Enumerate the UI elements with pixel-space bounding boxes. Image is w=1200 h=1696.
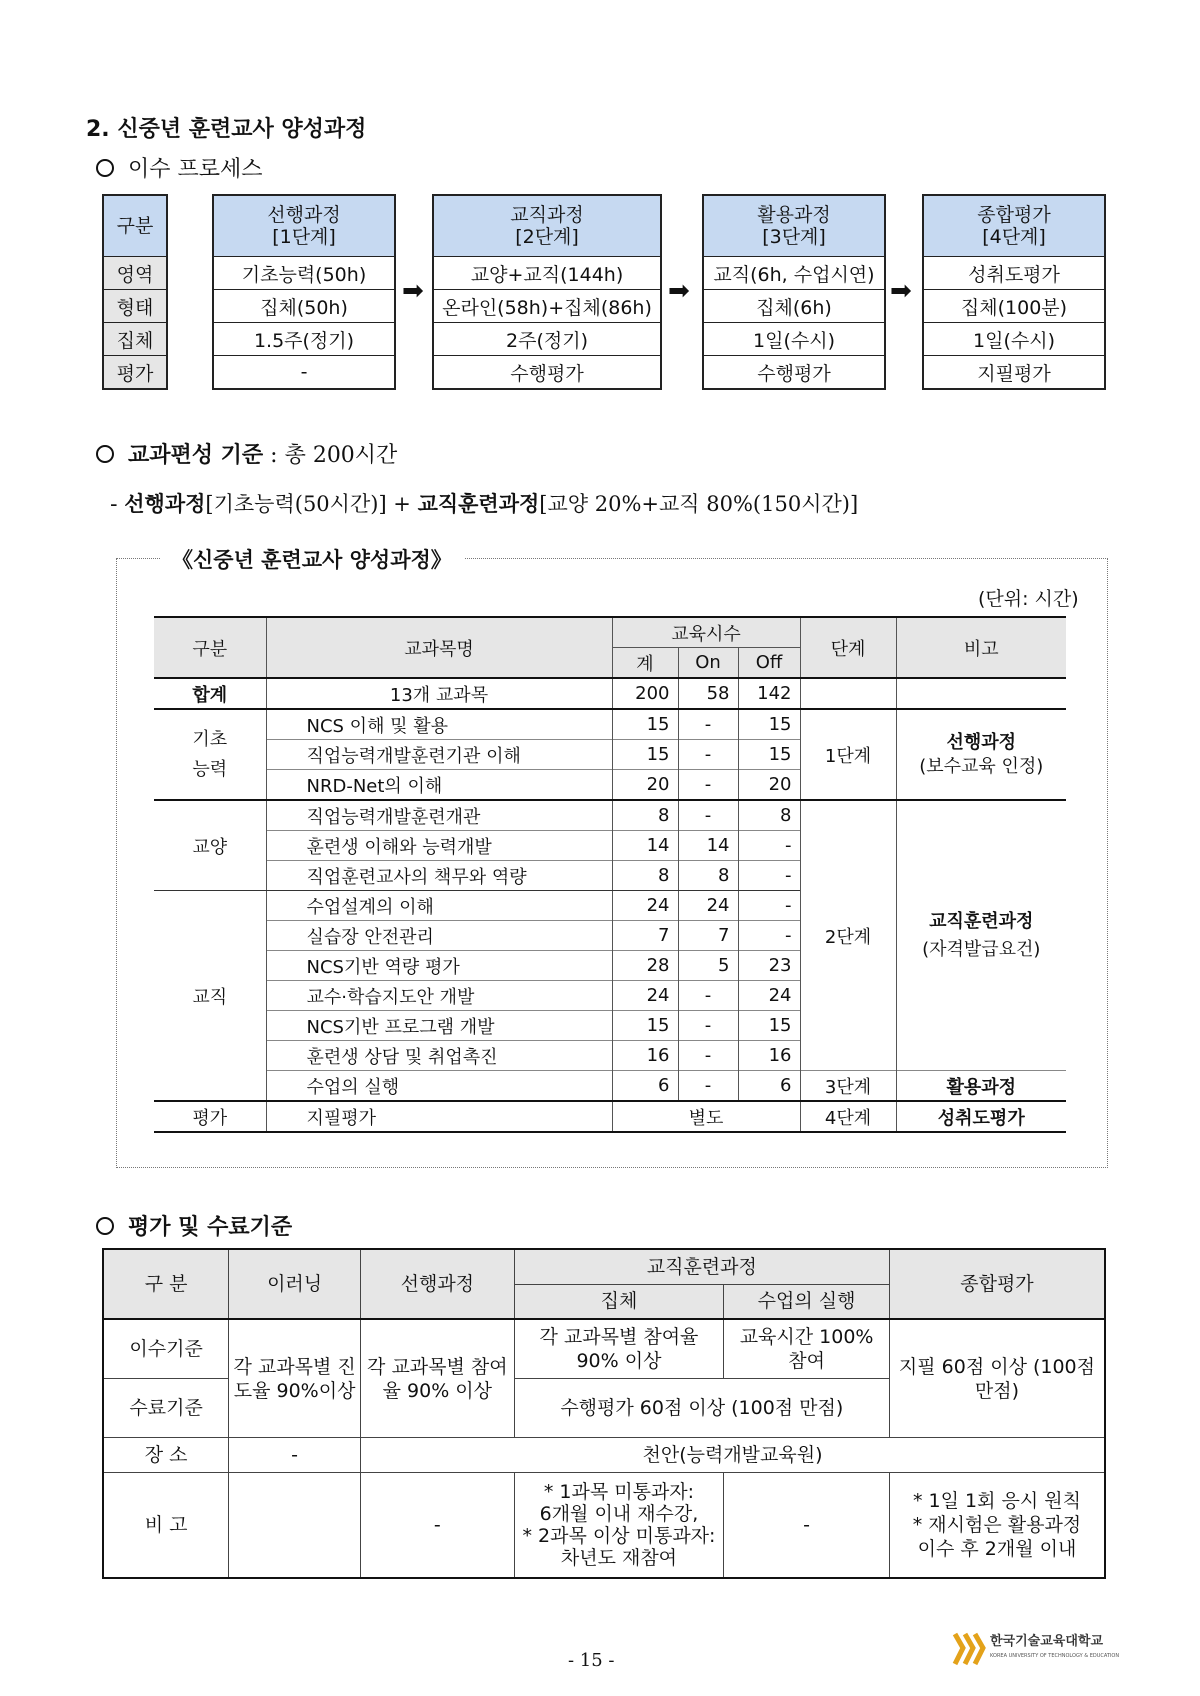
stage-2-group: 2주(정기) xyxy=(433,323,661,356)
note-elearning xyxy=(229,1473,361,1579)
curriculum-line xyxy=(110,488,858,518)
university-logo xyxy=(952,1630,1119,1668)
r-finish: 수료기준 xyxy=(103,1379,229,1438)
col-note: 비고 xyxy=(896,617,1066,678)
curriculum-heading-rest: : 총 200시간 xyxy=(263,443,398,468)
col-total: 계 xyxy=(612,648,678,679)
stage-3-eval: 수행평가 xyxy=(703,356,885,390)
process-heading xyxy=(96,152,263,183)
note-group: * 1과목 미통과자: 6개월 이내 재수강, * 2과목 이상 미통과자: 차년도 재참여 xyxy=(514,1473,724,1579)
table-row: 실습장 안전관리 7 7 - xyxy=(154,921,1066,951)
place-elearning: - xyxy=(229,1438,361,1473)
label-form: 형태 xyxy=(103,290,167,323)
stage-4-eval: 지필평가 xyxy=(923,356,1105,390)
stage-1-head: 선행과정 [1단계] xyxy=(213,195,395,257)
curriculum-heading xyxy=(96,438,397,469)
process-heading-text: 이수 프로세스 xyxy=(128,157,263,182)
eval-row: 평가 지필평가 별도 4단계 성취도평가 xyxy=(154,1101,1066,1132)
h-teach-course: 교직훈련과정 xyxy=(514,1249,889,1284)
h-group: 집체 xyxy=(514,1284,724,1319)
stage-3-form: 집체(6h) xyxy=(703,290,885,323)
logo-kr: 한국기술교육대학교 xyxy=(990,1634,1104,1649)
table-row: 훈련생 이해와 능력개발 14 14 - xyxy=(154,831,1066,861)
table-row: 직업능력개발훈련기관 이해 15 - 15 xyxy=(154,740,1066,770)
stage-3-head: 활용과정 [3단계] xyxy=(703,195,885,257)
col-subject: 교과목명 xyxy=(266,617,612,678)
h-category: 구 분 xyxy=(103,1249,229,1319)
note-pre: - xyxy=(360,1473,514,1579)
stage-3: 3단계 xyxy=(800,1071,896,1102)
col-stage: 단계 xyxy=(800,617,896,678)
stage-4-area: 성취도평가 xyxy=(923,257,1105,290)
table-row: NRD-Net의 이해 20 - 20 xyxy=(154,770,1066,801)
category-teaching: 교직 xyxy=(154,891,266,1102)
place-rest: 천안(능력개발교육원) xyxy=(360,1438,1105,1473)
h-final: 종합평가 xyxy=(889,1249,1105,1319)
col-hours: 교육시수 xyxy=(612,617,800,648)
stage-1-group: 1.5주(정기) xyxy=(213,323,395,356)
arrow-right-icon: ➡ xyxy=(668,276,690,306)
note-practice: - xyxy=(724,1473,890,1579)
circle-bullet-icon xyxy=(96,1217,114,1235)
r-complete: 이수기준 xyxy=(103,1319,229,1379)
dash: - xyxy=(110,492,125,516)
pre-criteria: 각 교과목별 참여율 90% 이상 xyxy=(360,1319,514,1438)
eval-heading-text: 평가 및 수료기준 xyxy=(128,1215,293,1240)
logo-en: KOREA UNIVERSITY OF TECHNOLOGY & EDUCATION xyxy=(990,1653,1120,1659)
stage-2-form: 온라인(58h)+집체(86h) xyxy=(433,290,661,323)
process-label-column xyxy=(102,194,168,390)
category-liberal: 교양 xyxy=(154,800,266,891)
label-gubun: 구분 xyxy=(103,195,167,257)
note-pre-course: 선행과정 (보수교육 인정) xyxy=(896,709,1066,800)
h-pre-course: 선행과정 xyxy=(360,1249,514,1319)
label-group: 집체 xyxy=(103,323,167,356)
category-basic: 기초 능력 xyxy=(154,709,266,800)
final-criteria: 지필 60점 이상 (100점 만점) xyxy=(889,1319,1105,1438)
eval-heading xyxy=(96,1210,292,1241)
unit-label: (단위: 시간) xyxy=(978,588,1079,610)
r-place: 장 소 xyxy=(103,1438,229,1473)
r-note: 비 고 xyxy=(103,1473,229,1579)
table-row: NCS기반 프로그램 개발 15 - 15 xyxy=(154,1011,1066,1041)
stage-1-area: 기초능력(50h) xyxy=(213,257,395,290)
group-complete: 각 교과목별 참여율 90% 이상 xyxy=(514,1319,724,1379)
table-row: 교수·학습지도안 개발 24 - 24 xyxy=(154,981,1066,1011)
elearning-criteria: 각 교과목별 진도율 90%이상 xyxy=(229,1319,361,1438)
process-stage-2 xyxy=(432,194,662,390)
stage-3-group: 1일(수시) xyxy=(703,323,885,356)
stage-3-area: 교직(6h, 수업시연) xyxy=(703,257,885,290)
stage-4-form: 집체(100분) xyxy=(923,290,1105,323)
arrow-right-icon: ➡ xyxy=(890,276,912,306)
eval-table xyxy=(102,1248,1106,1579)
col-on: On xyxy=(678,648,738,679)
stage-4: 4단계 xyxy=(800,1101,896,1132)
stage-4-head: 종합평가 [4단계] xyxy=(923,195,1105,257)
note-achievement: 성취도평가 xyxy=(896,1101,1066,1132)
stage-1: 1단계 xyxy=(800,709,896,800)
h-practice: 수업의 실행 xyxy=(724,1284,890,1319)
stage-1-eval: - xyxy=(213,356,395,390)
section-title: 2. 신중년 훈련교사 양성과정 xyxy=(86,117,367,142)
curriculum-heading-bold: 교과편성 기준 xyxy=(128,443,264,468)
table-row: 기초 능력 NCS 이해 및 활용 15 - 15 1단계 선행과정 (보수교육 인정) xyxy=(154,709,1066,740)
note-final: * 1일 1회 응시 원칙 * 재시험은 활용과정 이수 후 2개월 이내 xyxy=(889,1473,1105,1579)
table-row: 직업훈련교사의 책무와 역량 8 8 - xyxy=(154,861,1066,891)
process-stage-1 xyxy=(212,194,396,390)
process-stage-4 xyxy=(922,194,1106,390)
curriculum-table xyxy=(154,616,1066,1133)
stage-2-area: 교양+교직(144h) xyxy=(433,257,661,290)
stage-2-head: 교직과정 [2단계] xyxy=(433,195,661,257)
pre-course-bold: 선행과정 xyxy=(124,492,206,516)
label-eval: 평가 xyxy=(103,356,167,390)
label-area: 영역 xyxy=(103,257,167,290)
curriculum-table-title: 《신중년 훈련교사 양성과정》 xyxy=(160,544,464,574)
table-row: 수업의 실행 6 - 6 3단계 활용과정 xyxy=(154,1071,1066,1102)
circle-bullet-icon xyxy=(96,445,114,463)
arrow-right-icon: ➡ xyxy=(402,276,424,306)
stage-1-form: 집체(50h) xyxy=(213,290,395,323)
stage-2-eval: 수행평가 xyxy=(433,356,661,390)
pre-course-detail: [기초능력(50시간)] + xyxy=(205,492,418,516)
h-elearning: 이러닝 xyxy=(229,1249,361,1319)
table-row: NCS기반 역량 평가 28 5 23 xyxy=(154,951,1066,981)
process-stage-3 xyxy=(702,194,886,390)
teach-course-detail: [교양 20%+교직 80%(150시간)] xyxy=(539,492,859,516)
table-row: 교양 직업능력개발훈련개관 8 - 8 2단계 교직훈련과정 (자격발급요건) xyxy=(154,800,1066,831)
university-logo-icon xyxy=(952,1630,986,1668)
table-row: 훈련생 상담 및 취업촉진 16 - 16 xyxy=(154,1041,1066,1071)
sum-row: 합계 13개 교과목 200 58 142 xyxy=(154,678,1066,709)
practice-complete: 교육시간 100% 참여 xyxy=(724,1319,890,1379)
note-practice: 활용과정 xyxy=(896,1071,1066,1102)
circle-bullet-icon xyxy=(96,159,114,177)
stage-2: 2단계 xyxy=(800,800,896,1071)
stage-4-group: 1일(수시) xyxy=(923,323,1105,356)
col-off: Off xyxy=(738,648,800,679)
note-teach-course: 교직훈련과정 (자격발급요건) xyxy=(896,800,1066,1071)
page-number: - 15 - xyxy=(568,1650,615,1671)
col-category: 구분 xyxy=(154,617,266,678)
teach-course-bold: 교직훈련과정 xyxy=(417,492,540,516)
teach-finish: 수행평가 60점 이상 (100점 만점) xyxy=(514,1379,889,1438)
table-row: 교직 수업설계의 이해 24 24 - xyxy=(154,891,1066,921)
